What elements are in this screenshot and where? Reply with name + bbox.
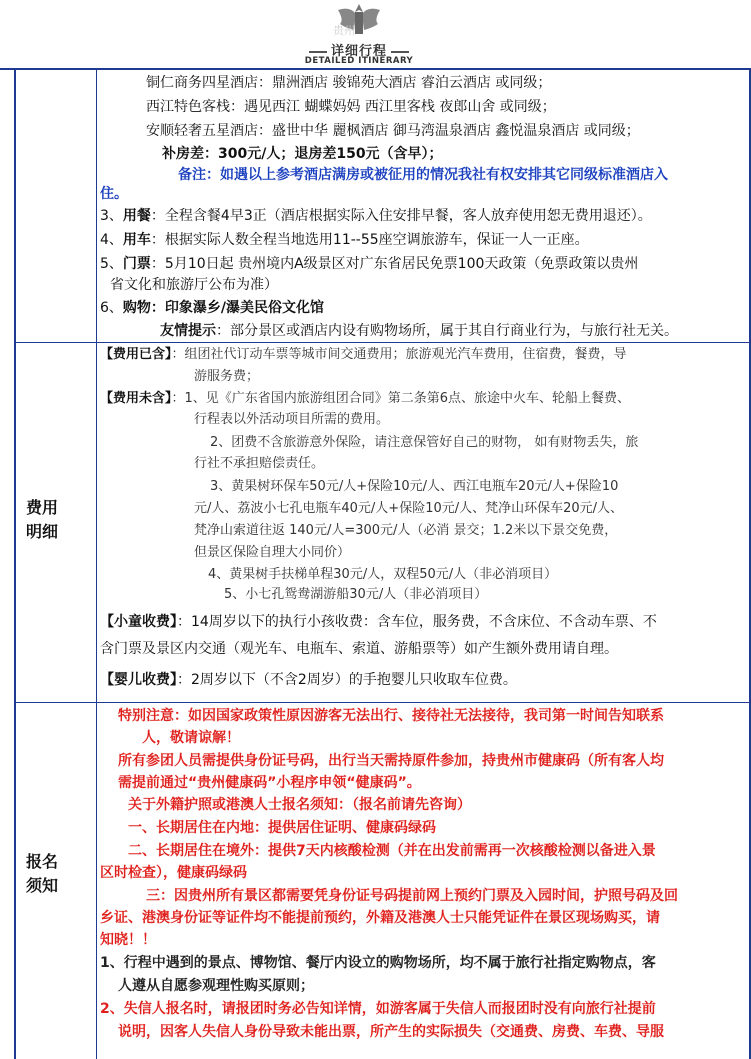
fees-excluded-line: 5、小七孔鸳鸯湖游船30元/人（非必消项目） xyxy=(224,587,488,602)
fees-excluded-line: 行社不承担赔偿责任。 xyxy=(194,456,325,471)
hotel-anshun: 安顺轻奢五星酒店：盛世中华 麗枫酒店 御马湾温泉酒店 鑫悦温泉酒店 或同级； xyxy=(146,123,640,139)
notice-line: 所有参团人员需提供身份证号码，出行当天需持原件参加，持贵州市健康码（所有客人均 xyxy=(118,753,664,769)
guizhou-logo-icon xyxy=(330,2,388,36)
fees-child-cont: 含门票及景区内交通（观光车、电瓶车、索道、游船票等）如产生额外费用请自理。 xyxy=(100,641,618,657)
hotel-xijiang: 西江特色客栈：遇见西江 蝴蝶妈妈 西江里客栈 夜郎山舍 或同级； xyxy=(146,99,556,115)
fees-excluded-line: 但景区保险自理大小同价） xyxy=(194,545,351,560)
itinerary-table xyxy=(14,70,751,1059)
notice-row xyxy=(16,702,749,1059)
notice-line: 1、行程中遇到的景点、博物馆、餐厅内设立的购物场所，均不属于旅行社指定购物点，客 xyxy=(100,955,656,971)
notice-line: 说明，因客人失信人身份导致未能出票，所产生的实际损失（交通费、房费、车费、导服 xyxy=(118,1024,664,1040)
hotel-tongren: 铜仁商务四星酒店：鼎洲酒店 骏锦苑大酒店 睿泊云酒店 或同级； xyxy=(146,75,552,91)
notice-line: 人，敬请谅解！ xyxy=(142,730,240,746)
notice-line: 二、长期居住在境外：提供7天内核酸检测（并在出发前需再一次核酸检测以备进入景 xyxy=(128,843,656,859)
notice-line: 三：因贵州所有景区都需要凭身份证号码提前网上预约门票及入园时间，护照号码及回 xyxy=(146,888,678,904)
fees-excluded-line: 3、黄果树环保车50元/人+保险10元/人、西江电瓶车20元/人+保险10 xyxy=(210,479,619,494)
notice-line: 特别注意：如因国家政策性原因游客无法出行、接待社无法接待，我司第一时间告知联系 xyxy=(118,708,664,724)
notice-line: 知晓！！ xyxy=(100,932,156,948)
fees-included: 【费用已含】：组团社代订动车票等城市间交通费用；旅游观光汽车费用，住宿费，餐费，导 xyxy=(100,347,627,362)
services-label-cell xyxy=(16,70,97,342)
notice-label-cell xyxy=(16,702,97,1059)
notice-line: 关于外籍护照或港澳人士报名须知：（报名前请先咨询） xyxy=(128,797,471,813)
shopping-item: 6、购物：印象瀑乡/瀑美民俗文化馆 xyxy=(100,300,325,316)
notice-line: 区时检查），健康码绿码 xyxy=(100,865,247,881)
vehicle-item: 4、用车：根据实际人数全程当地选用11--55座空调旅游车，保证一人一正座。 xyxy=(100,232,589,248)
fees-excluded-line: 梵净山索道往返 140元/人=300元/人（必消 景交；1.2米以下景交免费， xyxy=(194,523,618,538)
fees-row xyxy=(16,342,749,703)
fees-excluded-line: 2、团费不含旅游意外保险，请注意保管好自己的财物， 如有财物丢失，旅 xyxy=(210,435,639,450)
hotel-note-cont: 住。 xyxy=(100,186,128,202)
fees-section-label: 费用 明细 xyxy=(26,498,59,541)
notice-line: 需提前通过“贵州健康码”小程序申领“健康码”。 xyxy=(118,775,421,791)
itinerary-logo xyxy=(294,0,424,68)
logo-subtitle: DETAILED ITINERARY xyxy=(304,56,414,66)
services-row xyxy=(16,70,749,343)
ticket-item-cont: 省文化和旅游厅公布为准） xyxy=(110,277,278,293)
logo-title: 详细行程 xyxy=(294,40,424,59)
shopping-tip: 友情提示：部分景区或酒店内设有购物场所，属于其自行商业行为，与旅行社无关。 xyxy=(160,323,678,339)
fees-excluded-line: 4、黄果树手扶梯单程30元/人，双程50元/人（非必消项目） xyxy=(208,567,558,582)
fees-excluded-line: 元/人、荔波小七孔电瓶车40元/人+保险10元/人、梵净山环保车20元/人、 xyxy=(194,501,624,516)
fees-label-cell xyxy=(16,342,97,702)
fees-excluded-line: 行程表以外活动项目所需的费用。 xyxy=(194,412,390,427)
room-supplement: 补房差：300元/人；退房差150元（含早）； xyxy=(162,146,443,162)
fees-infant: 【婴儿收费】：2周岁以下（不含2周岁）的手抱婴儿只收取车位费。 xyxy=(100,672,517,688)
notice-line: 人遵从自愿参观理性购买原则； xyxy=(118,978,314,994)
page-header xyxy=(0,0,751,68)
meal-item: 3、用餐：全程含餐4早3正（酒店根据实际入住安排早餐，客人放弃使用恕无费用退还）。 xyxy=(100,208,652,224)
fees-excluded: 【费用未含】：1、见《广东省国内旅游组团合同》第二条第6点、旅途中火车、轮船上餐费、 xyxy=(100,391,631,406)
notice-section-label: 报名 须知 xyxy=(26,852,59,895)
ticket-item: 5、门票：5月10日起 贵州境内A级景区对广东省居民免票100天政策（免票政策以贵州 xyxy=(100,256,639,272)
fees-included-cont: 游服务费； xyxy=(194,369,260,384)
svg-text:贵州: 贵州 xyxy=(333,24,355,36)
notice-line: 2、失信人报名时，请报团时务必告知详情，如游客属于失信人而报团时没有向旅行社提前 xyxy=(100,1001,656,1017)
notice-line: 乡证、港澳身份证等证件均不能提前预约，外籍及港澳人士只能凭证件在景区现场购买，请 xyxy=(100,910,660,926)
notice-line: 一、长期居住在内地：提供居住证明、健康码绿码 xyxy=(128,820,436,836)
hotel-note: 备注：如遇以上参考酒店满房或被征用的情况我社有权安排其它同级标准酒店入 xyxy=(178,167,668,183)
fees-child: 【小童收费】：14周岁以下的执行小孩收费：含车位，服务费，不含床位、不含动车票、不 xyxy=(100,614,657,630)
